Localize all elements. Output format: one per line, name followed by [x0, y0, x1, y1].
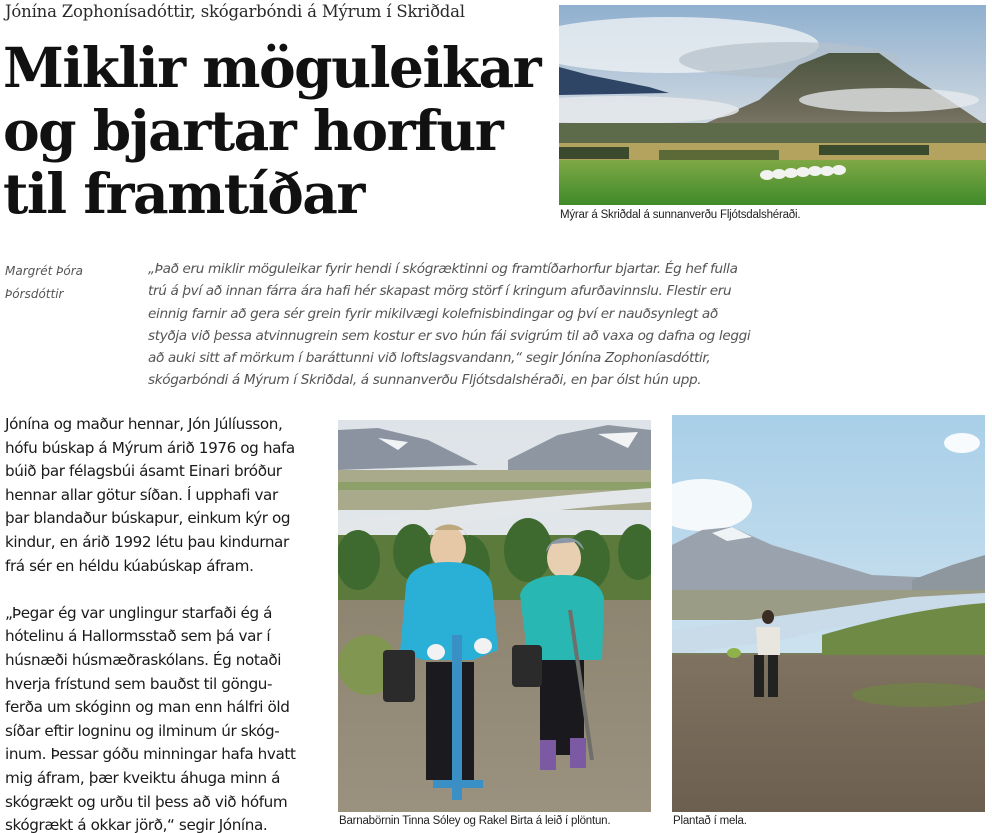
article-kicker: Jónína Zophonísadóttir, skógarbóndi á Mýrum í Skriðdal: [5, 2, 465, 21]
man-planting-image: [672, 415, 985, 812]
article-body: [5, 413, 335, 833]
middle-photo-caption: Barnabörnin Tinna Sóley og Rakel Birta á leið í plöntun.: [339, 815, 611, 827]
article-lead: [148, 258, 838, 392]
mountain-landscape-image: [559, 5, 986, 205]
children-planting-image: [338, 420, 651, 812]
lead-line: „Það eru miklir möguleikar fyrir hendi í skógræktinni og framtíðarhorfur bjartar. Ég hef fulla: [148, 261, 738, 277]
body-paragraph: [5, 413, 335, 578]
byline-line: Margrét Þóra: [5, 264, 84, 278]
body-line: inum. Þessar góðu minningar hafa hvatt: [5, 745, 296, 764]
body-line: húsnæði húsmæðraskólans. Ég notaði: [5, 650, 282, 669]
body-line: hennar allar götur síðan. Í upphafi var: [5, 485, 278, 504]
body-paragraph: [5, 602, 335, 833]
lead-line: styðja við þessa atvinnugrein sem kostur er svo hún fái svigrúm til að vaxa og dafna og leggi: [148, 327, 751, 344]
headline-line: til framtíðar: [3, 161, 364, 226]
headline-line: og bjartar horfur: [3, 98, 503, 163]
lead-line: að auki sitt af mörkum í baráttunni við loftslagsvandann,“ segir Jónína Zophoníasdóttir,: [148, 350, 711, 367]
lead-line: einnig farnir að gera sér grein fyrir mikilvægi kolefnisbindingar og því er nauðsynlegt að: [148, 305, 718, 322]
body-line: „Þegar ég var unglingur starfaði ég á: [5, 603, 273, 622]
body-line: hverja frístund sem bauðst til göngu-: [5, 674, 273, 693]
body-line: Jónína og maður hennar, Jón Júlíusson,: [5, 415, 283, 433]
lead-line: trú á því að innan fárra ára hafi hér skapast mörg störf í kringum afurðavinnslu. Flestir eru: [148, 283, 732, 300]
body-line: ferða um skóginn og man enn hálfri öld: [5, 698, 290, 717]
headline-line: Miklir möguleikar: [3, 35, 541, 100]
right-photo-caption: Plantað í mela.: [673, 815, 747, 827]
article-headline: [3, 36, 563, 225]
body-line: hófu búskap á Mýrum árið 1976 og hafa: [5, 438, 295, 457]
lead-line: skógarbóndi á Mýrum í Skriðdal, á sunnanverðu Fljótsdalshéraði, en þar ólst hún upp.: [148, 372, 702, 389]
body-line: skógrækt á okkar jörð,“ segir Jónína.: [5, 816, 268, 833]
body-line: þar blandaður búskapur, einkum kýr og: [5, 509, 291, 528]
byline-line: Þórsdóttir: [5, 287, 64, 301]
body-line: frá sér en héldu kúabúskap áfram.: [5, 556, 254, 575]
body-line: búið þar félagsbúi ásamt Einari bróður: [5, 462, 282, 481]
body-line: síðar eftir logninu og ilminum úr skóg-: [5, 721, 280, 740]
body-line: hótelinu á Hallormsstað sem þá var í: [5, 627, 271, 646]
body-line: mig áfram, þær kveiktu áhuga minn á: [5, 768, 281, 787]
top-photo-caption: Mýrar á Skriðdal á sunnanverðu Fljótsdalshéraði.: [560, 209, 801, 221]
body-line: skógrækt og urðu til þess að við hófum: [5, 792, 288, 811]
author-byline: [5, 260, 135, 306]
right-photo: [672, 415, 985, 812]
body-line: kindur, en árið 1992 létu þau kindurnar: [5, 532, 289, 551]
top-photo: [559, 5, 986, 205]
middle-photo: [338, 420, 651, 812]
